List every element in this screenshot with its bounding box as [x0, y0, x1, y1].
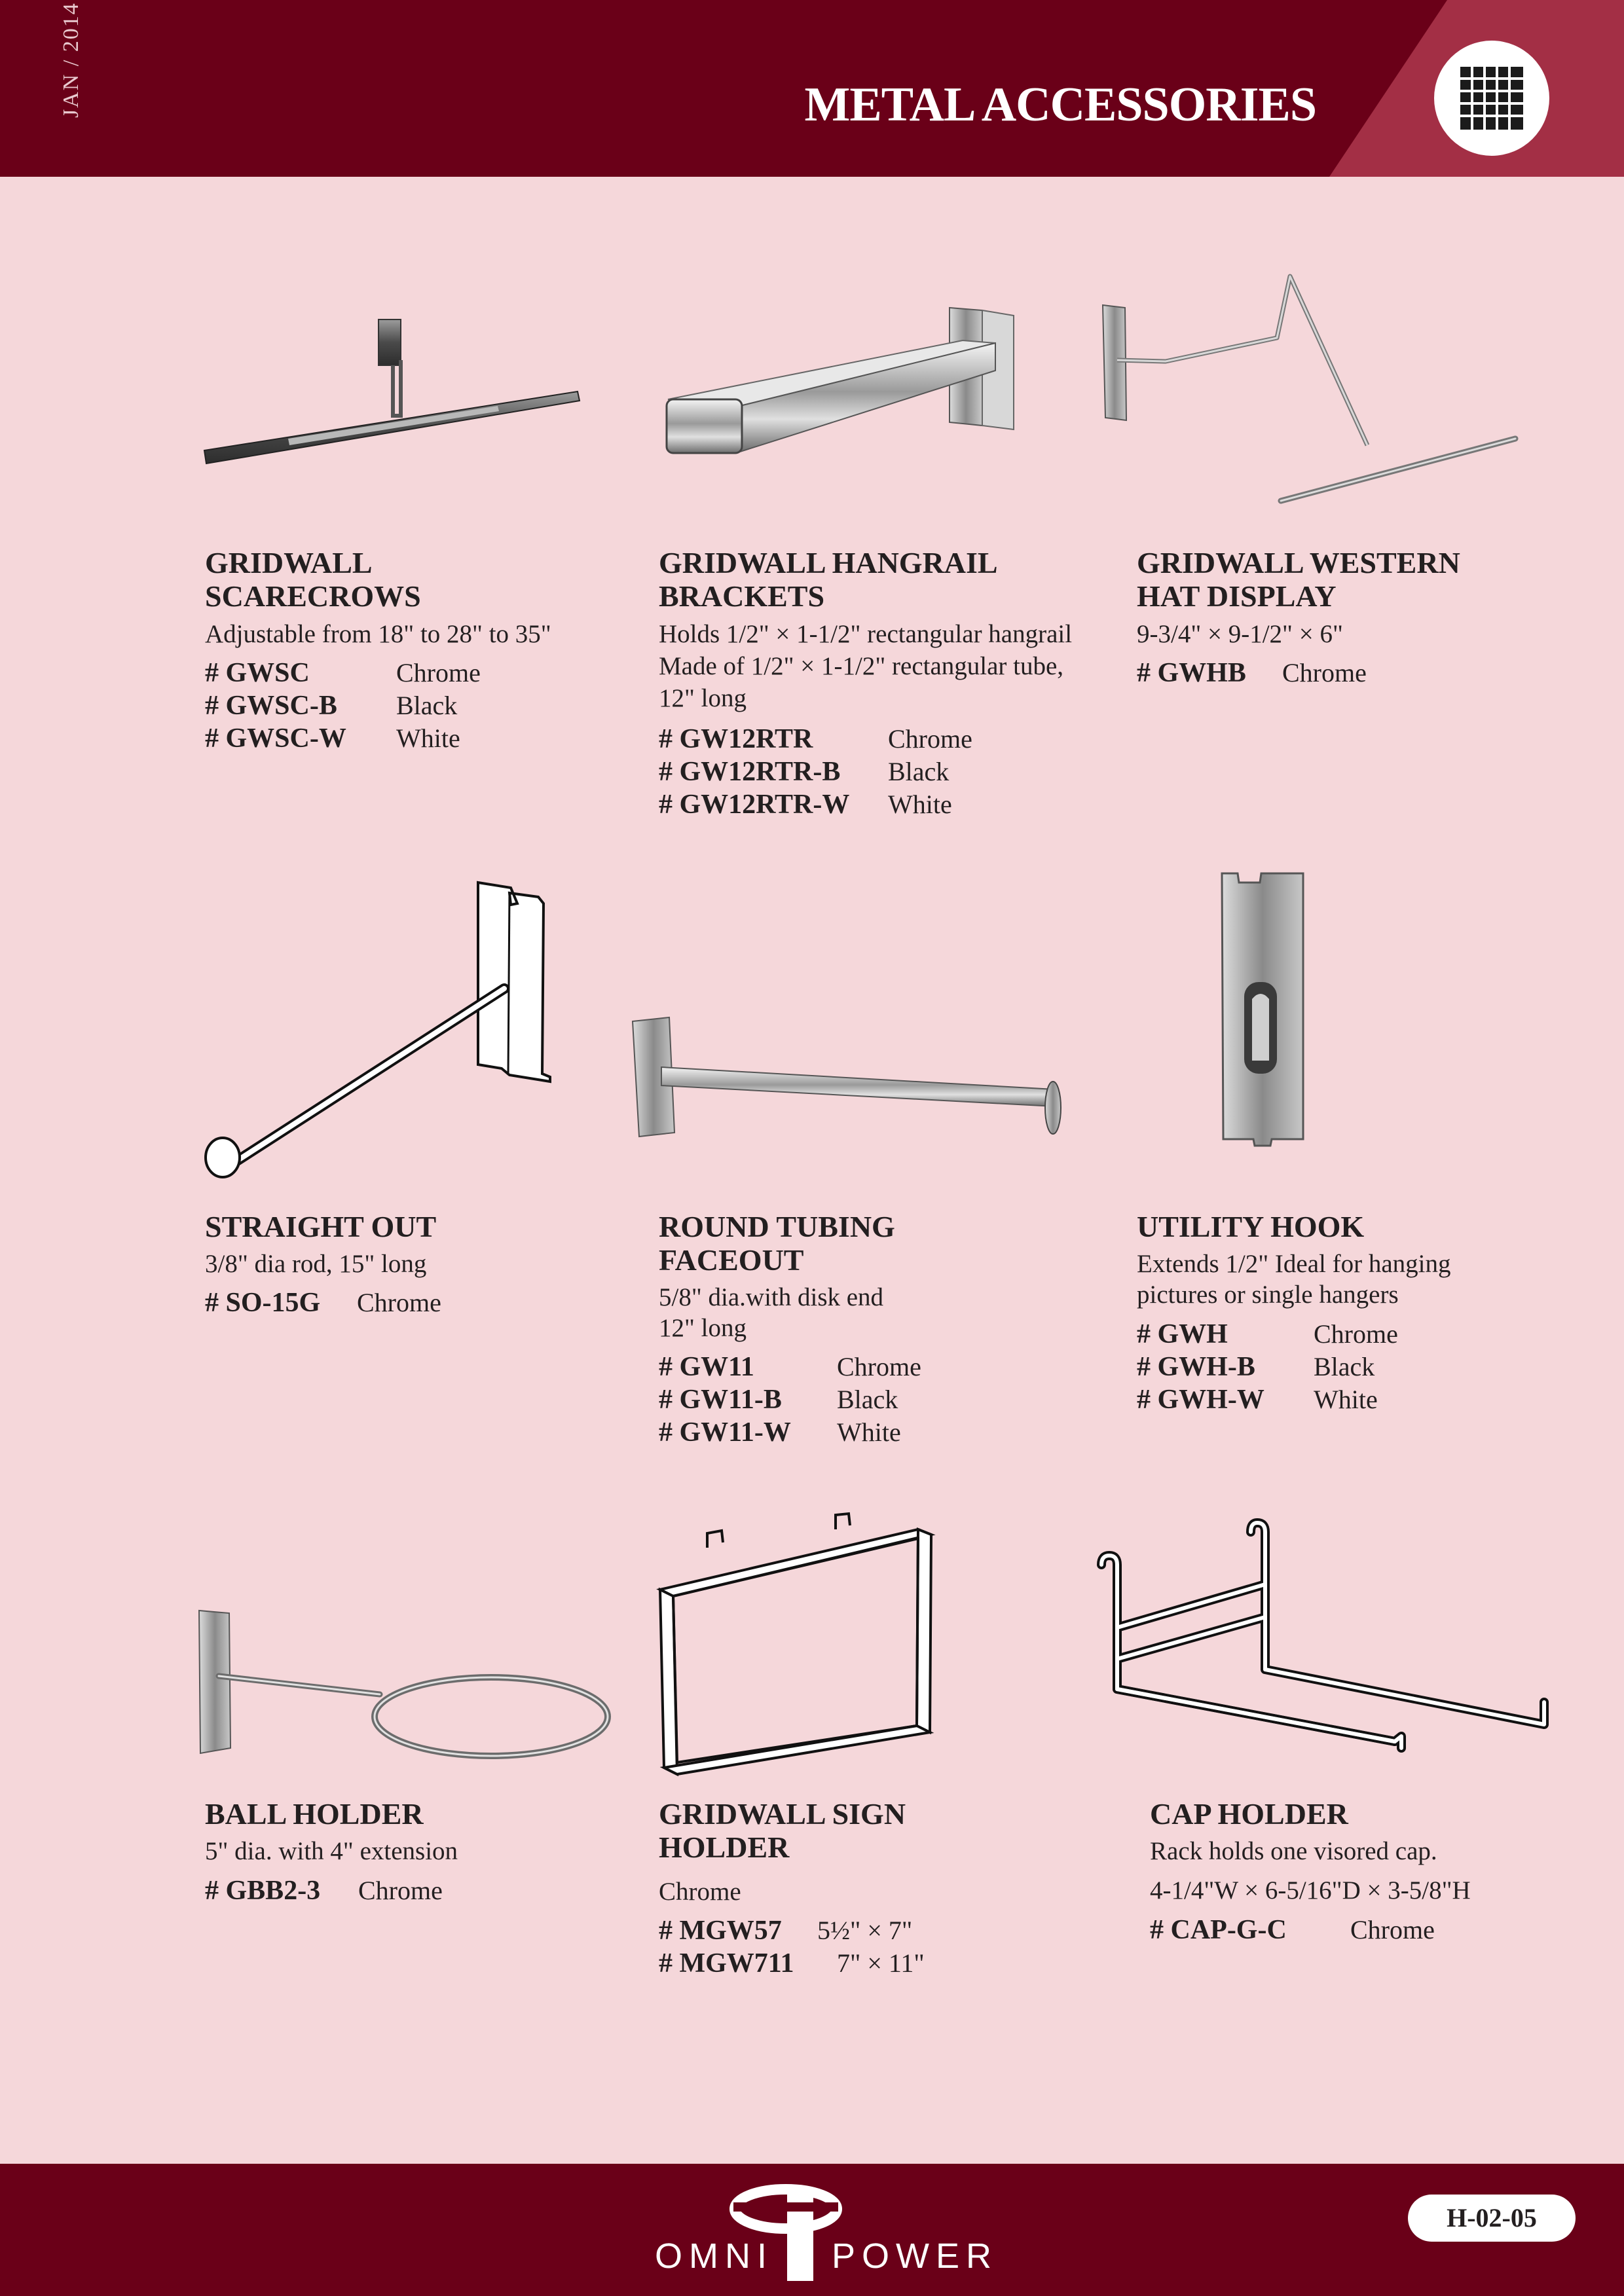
sign-holder-image: [655, 1506, 943, 1787]
sku-code: # GWSC-W: [205, 723, 346, 754]
sku-code: # GW12RTR-W: [659, 790, 850, 820]
product-description: 5" dia. with 4" extension: [205, 1837, 458, 1865]
western-hat-display-image: [1094, 268, 1526, 517]
product-title: GRIDWALL WESTERN: [1137, 546, 1460, 579]
product-description: 12" long: [659, 1314, 747, 1342]
sku-code: # GW12RTR: [659, 724, 813, 754]
product-description: Chrome: [659, 1878, 741, 1906]
sku-finish: Chrome: [837, 1352, 921, 1381]
sku-finish: Chrome: [888, 724, 972, 754]
product-description: 5/8" dia.with disk end: [659, 1283, 884, 1311]
sku-code: # GWSC-B: [205, 691, 337, 721]
sku-code: # SO-15G: [205, 1288, 321, 1318]
product-description: Made of 1/2" × 1-1/2" rectangular tube,: [659, 652, 1064, 680]
date-tag: JAN / 2014: [59, 2, 83, 118]
product-title: HAT DISPLAY: [1137, 579, 1337, 613]
scarecrow-bracket-image: [196, 308, 589, 478]
product-description: Rack holds one visored cap.: [1150, 1837, 1437, 1865]
sku-code: # GWH-B: [1137, 1352, 1255, 1382]
round-tubing-faceout-image: [629, 1008, 1067, 1152]
page-title: METAL ACCESSORIES: [804, 78, 1316, 132]
sku-finish: Black: [396, 691, 458, 720]
product-title: FACEOUT: [659, 1243, 804, 1277]
product-description: Extends 1/2" Ideal for hanging: [1137, 1250, 1451, 1278]
cap-holder-image: [1094, 1493, 1559, 1768]
sku-finish: Chrome: [1350, 1915, 1435, 1944]
page-code-badge: H-02-05: [1408, 2195, 1576, 2242]
grid-panel-icon: [1434, 41, 1549, 156]
product-title: CAP HOLDER: [1150, 1797, 1348, 1831]
sku-finish: Black: [888, 757, 950, 786]
product-title: HOLDER: [659, 1831, 790, 1864]
logo-text-right: POWER: [832, 2236, 999, 2276]
product-description: 9-3/4" × 9-1/2" × 6": [1137, 620, 1343, 648]
sku-code: # GWH-W: [1137, 1385, 1264, 1415]
product-title: UTILITY HOOK: [1137, 1210, 1365, 1243]
product-description: 3/8" dia rod, 15" long: [205, 1250, 427, 1278]
sku-code: # GWHB: [1137, 658, 1246, 688]
sku-finish: White: [888, 790, 952, 819]
sku-code: # GBB2-3: [205, 1876, 321, 1906]
logo-text-left: OMNI: [655, 2236, 773, 2276]
product-title: SCARECROWS: [205, 579, 421, 613]
product-title: GRIDWALL: [205, 546, 373, 579]
sku-finish: White: [837, 1417, 901, 1447]
product-description: 4-1/4"W × 6-5/16"D × 3-5/8"H: [1150, 1876, 1471, 1904]
ball-holder-image: [190, 1604, 616, 1768]
sku-finish: Chrome: [1282, 658, 1367, 687]
sku-code: # GWSC: [205, 658, 310, 688]
sku-code: # GW11-B: [659, 1385, 782, 1415]
product-title: BALL HOLDER: [205, 1797, 424, 1831]
straight-out-image: [196, 877, 563, 1192]
sku-finish: Chrome: [357, 1288, 441, 1317]
sku-finish: White: [396, 723, 460, 753]
sku-finish: 5½" × 7": [817, 1916, 913, 1945]
sku-finish: Black: [837, 1385, 898, 1414]
sku-code: # MGW57: [659, 1916, 782, 1946]
utility-hook-image: [1211, 864, 1316, 1152]
sku-finish: 7" × 11": [837, 1948, 925, 1978]
sku-finish: Black: [1314, 1352, 1375, 1381]
hangrail-bracket-image: [655, 301, 1028, 484]
product-title: GRIDWALL HANGRAIL: [659, 546, 998, 579]
product-description: pictures or single hangers: [1137, 1281, 1399, 1309]
product-description: Holds 1/2" × 1-1/2" rectangular hangrail: [659, 620, 1073, 648]
sku-finish: Chrome: [1314, 1319, 1398, 1349]
sku-code: # GWH: [1137, 1319, 1228, 1349]
sku-finish: Chrome: [396, 658, 481, 687]
product-title: ROUND TUBING: [659, 1210, 895, 1243]
sku-finish: White: [1314, 1385, 1378, 1414]
product-title: BRACKETS: [659, 579, 825, 613]
sku-code: # GW11: [659, 1352, 754, 1382]
product-title: STRAIGHT OUT: [205, 1210, 437, 1243]
sku-code: # GW12RTR-B: [659, 757, 841, 787]
sku-code: # MGW711: [659, 1948, 794, 1978]
sku-finish: Chrome: [358, 1876, 443, 1905]
product-description: Adjustable from 18" to 28" to 35": [205, 620, 551, 648]
product-title: GRIDWALL SIGN: [659, 1797, 906, 1831]
product-description: 12" long: [659, 684, 747, 712]
sku-code: # CAP-G-C: [1150, 1915, 1287, 1945]
sku-code: # GW11-W: [659, 1417, 791, 1448]
